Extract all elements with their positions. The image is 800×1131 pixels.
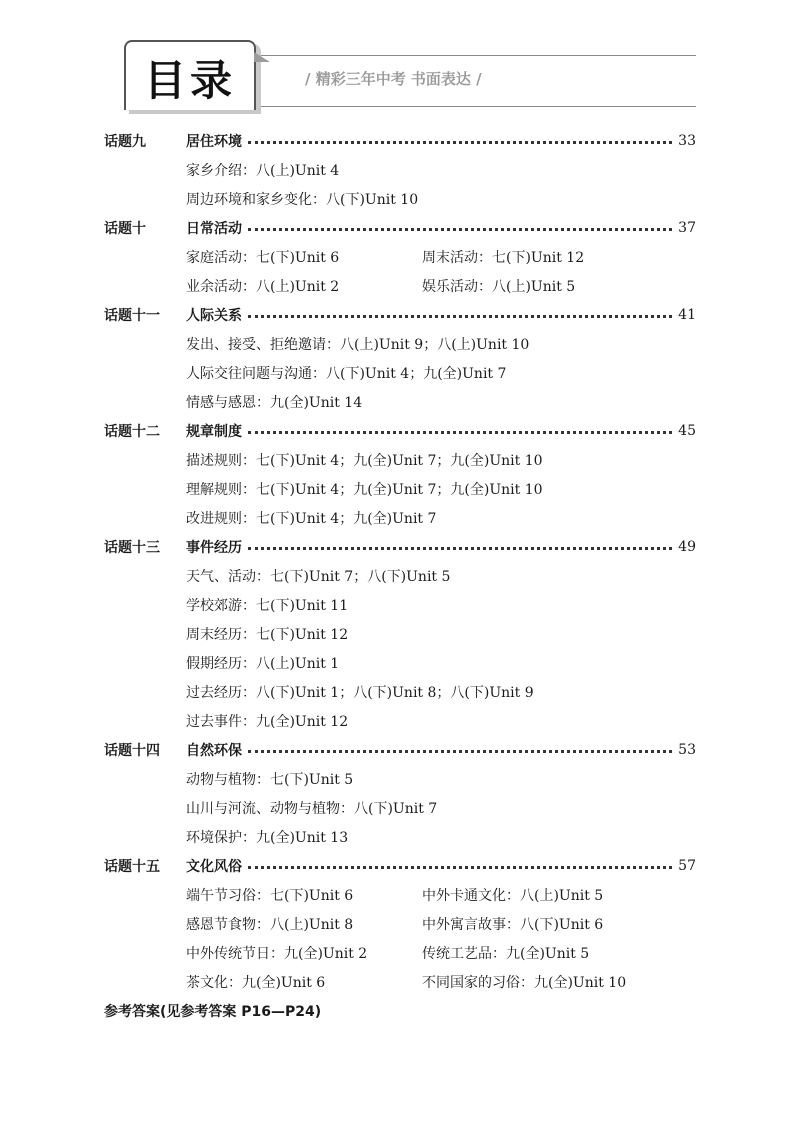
toc-subentry[interactable]: 描述规则：七(下)Unit 4；九(全)Unit 7；九(全)Unit 10 — [186, 452, 543, 469]
dot-leader — [248, 141, 672, 144]
toc-subentry-row — [104, 648, 696, 677]
toc-subentry[interactable]: 过去事件：九(全)Unit 12 — [186, 713, 349, 730]
toc-subentry-row — [104, 590, 696, 619]
page-title: 目录 — [143, 56, 236, 105]
toc-subentry[interactable]: 端午节习俗：七(下)Unit 6 — [186, 887, 354, 904]
toc-subentry[interactable]: 学校郊游：七(下)Unit 11 — [186, 597, 349, 614]
page-number: 49 — [678, 538, 696, 555]
topic-number: 话题十三 — [104, 539, 160, 556]
toc-subentry[interactable]: 周末活动：七(下)Unit 12 — [422, 249, 585, 266]
table-of-contents — [104, 126, 696, 1025]
toc-subentry-row — [104, 793, 696, 822]
page-number: 41 — [678, 306, 696, 323]
toc-subentry-row — [104, 358, 696, 387]
title-tab — [124, 40, 256, 110]
topic-title: 规章制度 — [186, 423, 242, 440]
toc-subentry-row — [104, 880, 696, 909]
toc-subentry[interactable]: 业余活动：八(上)Unit 2 — [186, 278, 340, 295]
toc-subentry-row — [104, 329, 696, 358]
toc-subentry[interactable]: 情感与感恩：九(全)Unit 14 — [186, 394, 363, 411]
toc-subentry[interactable]: 不同国家的习俗：九(全)Unit 10 — [422, 974, 627, 991]
toc-subentry[interactable]: 山川与河流、动物与植物：八(下)Unit 7 — [186, 800, 438, 817]
topic-title: 居住环境 — [186, 133, 242, 150]
dot-leader — [248, 750, 672, 753]
toc-subentry[interactable]: 发出、接受、拒绝邀请：八(上)Unit 9；八(上)Unit 10 — [186, 336, 530, 353]
toc-subentry[interactable]: 娱乐活动：八(上)Unit 5 — [422, 278, 576, 295]
toc-subentry[interactable]: 动物与植物：七(下)Unit 5 — [186, 771, 354, 788]
dot-leader — [248, 431, 672, 434]
toc-subentry-row — [104, 619, 696, 648]
toc-subentry[interactable]: 家庭活动：七(下)Unit 6 — [186, 249, 340, 266]
toc-subentry-row — [104, 706, 696, 735]
topic-number: 话题十一 — [104, 307, 160, 324]
book-subtitle: / 精彩三年中考 书面表达 / — [305, 70, 482, 88]
topic-title: 事件经历 — [186, 539, 242, 556]
toc-subentry[interactable]: 理解规则：七(下)Unit 4；九(全)Unit 7；九(全)Unit 10 — [186, 481, 543, 498]
toc-subentry[interactable]: 假期经历：八(上)Unit 1 — [186, 655, 340, 672]
page-number: 53 — [678, 741, 696, 758]
dot-leader — [248, 547, 672, 550]
toc-subentry-row — [104, 967, 696, 996]
toc-subentry-row — [104, 677, 696, 706]
topic-number: 话题十四 — [104, 742, 160, 759]
toc-subentry[interactable]: 环境保护：九(全)Unit 13 — [186, 829, 349, 846]
toc-topic-entry[interactable] — [104, 300, 696, 329]
page-number: 57 — [678, 857, 696, 874]
toc-subentry[interactable]: 天气、活动：七(下)Unit 7；八(下)Unit 5 — [186, 568, 451, 585]
toc-subentry[interactable]: 茶文化：九(全)Unit 6 — [186, 974, 326, 991]
topic-title: 人际关系 — [186, 307, 242, 324]
dot-leader — [248, 228, 672, 231]
header-rule-top — [255, 55, 696, 56]
toc-subentry-row — [104, 561, 696, 590]
toc-subentry-row — [104, 474, 696, 503]
toc-subentry[interactable]: 中外卡通文化：八(上)Unit 5 — [422, 887, 604, 904]
answer-key-entry[interactable]: 参考答案(见参考答案 P16—P24) — [104, 1003, 322, 1020]
toc-topic-entry[interactable] — [104, 213, 696, 242]
toc-subentry-row — [104, 445, 696, 474]
topic-number: 话题九 — [104, 133, 146, 150]
header-rule-bottom — [255, 106, 696, 107]
topic-title: 自然环保 — [186, 742, 242, 759]
toc-subentry-row — [104, 242, 696, 271]
page-number: 37 — [678, 219, 696, 236]
toc-subentry[interactable]: 人际交往问题与沟通：八(下)Unit 4；九(全)Unit 7 — [186, 365, 507, 382]
toc-topic-entry[interactable] — [104, 851, 696, 880]
topic-number: 话题十 — [104, 220, 146, 237]
toc-subentry-row — [104, 155, 696, 184]
page-number: 45 — [678, 422, 696, 439]
toc-subentry-row — [104, 822, 696, 851]
toc-topic-entry[interactable] — [104, 416, 696, 445]
toc-subentry[interactable]: 周边环境和家乡变化：八(下)Unit 10 — [186, 191, 419, 208]
toc-topic-entry[interactable] — [104, 532, 696, 561]
toc-topic-entry[interactable] — [104, 735, 696, 764]
page-number: 33 — [678, 132, 696, 149]
dot-leader — [248, 315, 672, 318]
toc-subentry-row — [104, 387, 696, 416]
topic-title: 文化风俗 — [186, 858, 242, 875]
toc-subentry[interactable]: 传统工艺品：九(全)Unit 5 — [422, 945, 590, 962]
toc-subentry[interactable]: 中外寓言故事：八(下)Unit 6 — [422, 916, 604, 933]
toc-topic-entry[interactable] — [104, 126, 696, 155]
toc-subentry[interactable]: 周末经历：七(下)Unit 12 — [186, 626, 349, 643]
topic-number: 话题十五 — [104, 858, 160, 875]
toc-subentry[interactable]: 中外传统节日：九(全)Unit 2 — [186, 945, 368, 962]
toc-subentry[interactable]: 感恩节食物：八(上)Unit 8 — [186, 916, 354, 933]
toc-subentry[interactable]: 改进规则：七(下)Unit 4；九(全)Unit 7 — [186, 510, 437, 527]
dot-leader — [248, 866, 672, 869]
toc-subentry-row — [104, 184, 696, 213]
toc-subentry[interactable]: 过去经历：八(下)Unit 1；八(下)Unit 8；八(下)Unit 9 — [186, 684, 534, 701]
toc-subentry[interactable]: 家乡介绍：八(上)Unit 4 — [186, 162, 340, 179]
toc-subentry-row — [104, 503, 696, 532]
toc-subentry-row — [104, 271, 696, 300]
topic-number: 话题十二 — [104, 423, 160, 440]
toc-subentry-row — [104, 764, 696, 793]
toc-subentry-row — [104, 909, 696, 938]
topic-title: 日常活动 — [186, 220, 242, 237]
toc-subentry-row — [104, 938, 696, 967]
